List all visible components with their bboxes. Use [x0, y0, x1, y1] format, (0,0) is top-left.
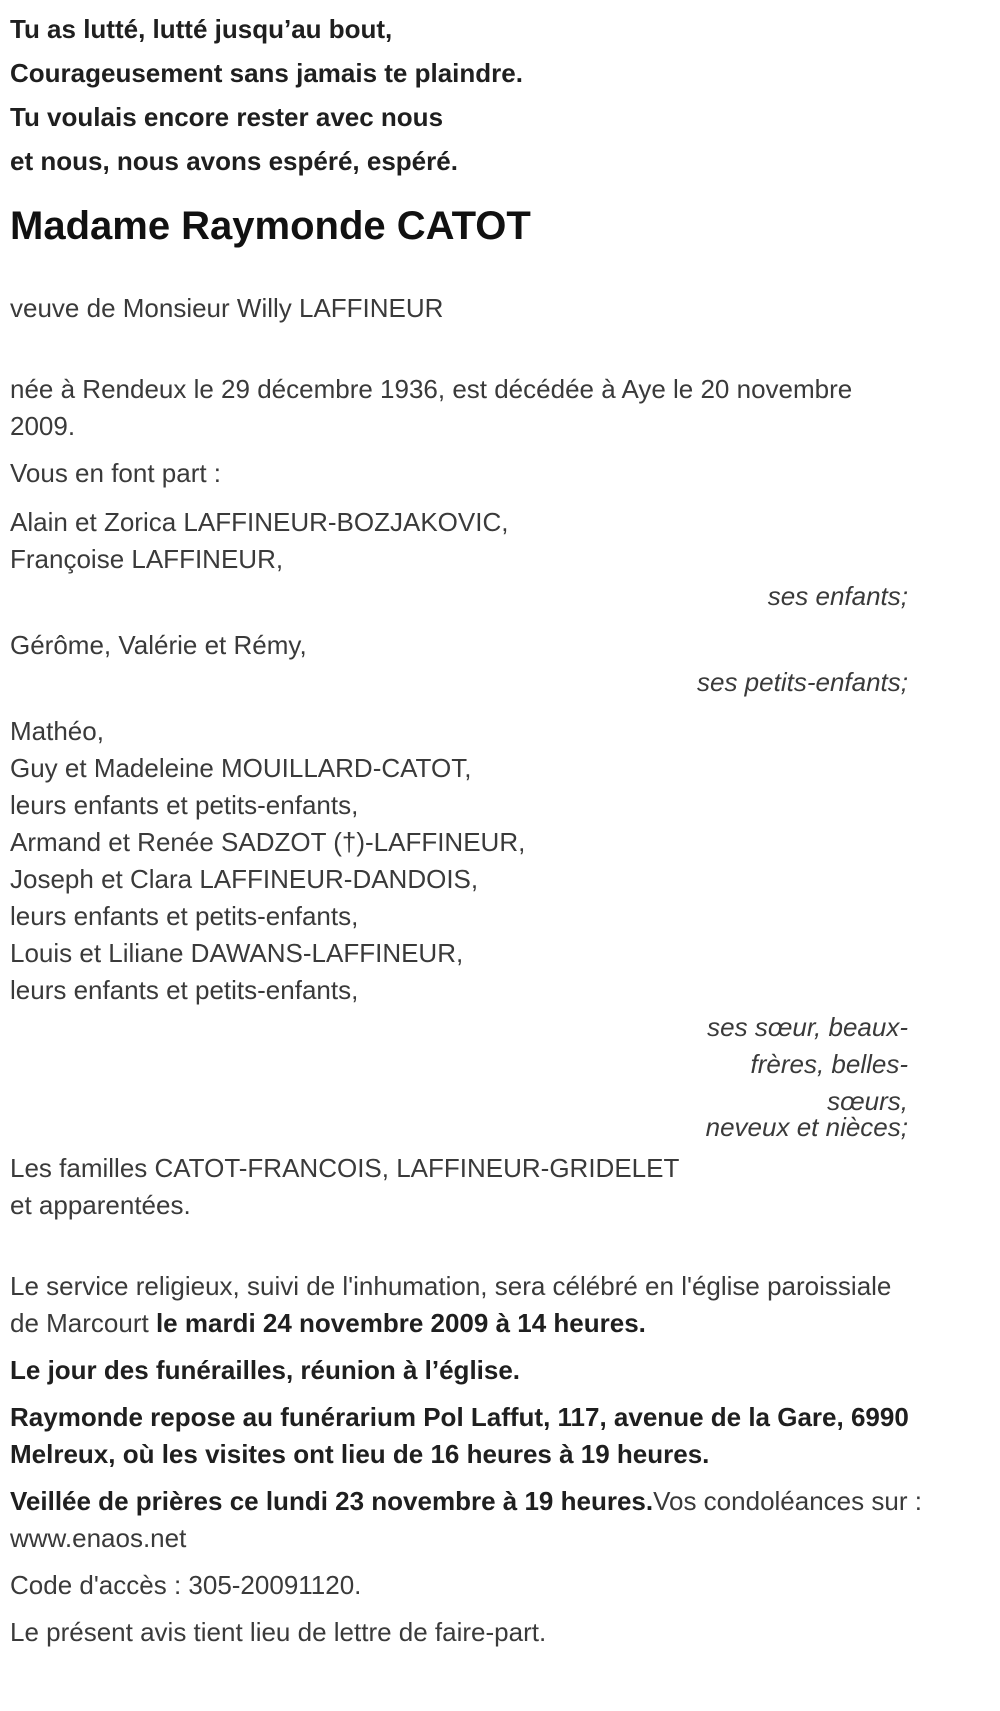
family-group-extended [10, 713, 990, 1142]
family-member-line: Joseph et Clara LAFFINEUR-DANDOIS, [10, 864, 479, 894]
announcement-intro: Vous en font part : [10, 458, 222, 488]
epitaph-line-4: et nous, nous avons espéré, espéré. [10, 146, 458, 176]
ceremony-details [10, 1268, 990, 1651]
deceased-widow-of: veuve de Monsieur Willy LAFFINEUR [10, 293, 444, 323]
service-paragraph [10, 1268, 915, 1342]
family-group-children [10, 504, 990, 615]
epitaph-line-3: Tu voulais encore rester avec nous [10, 102, 444, 132]
service-text: Le service religieux, suivi de l'inhumation, sera célébré en l'église paroissiale de Marcourt [10, 1271, 892, 1338]
family-member-line: Mathéo, [10, 716, 104, 746]
relation-label-grandchildren: ses petits-enfants; [697, 667, 908, 697]
repose-paragraph: Raymonde repose au funérarium Pol Laffut, 117, avenue de la Gare, 6990 Melreux, où les visites ont lieu de 16 heures à 19 heures. [10, 1402, 909, 1469]
access-code: Code d'accès : 305-20091120. [10, 1570, 362, 1600]
family-member-line: leurs enfants et petits-enfants, [10, 901, 359, 931]
footer-note: Le présent avis tient lieu de lettre de faire-part. [10, 1617, 547, 1647]
family-member-line: Françoise LAFFINEUR, [10, 544, 284, 574]
obituary-document [10, 14, 990, 1651]
epitaph-line-2: Courageusement sans jamais te plaindre. [10, 58, 523, 88]
service-datetime: le mardi 24 novembre 2009 à 14 heures. [155, 1308, 646, 1338]
epitaph-line-1: Tu as lutté, lutté jusqu’au bout, [10, 14, 393, 44]
relation-label-siblings: ses sœur, beaux-frères, belles-sœurs, neveux et nièces; [705, 1012, 908, 1142]
veillee-text: Veillée de prières ce lundi 23 novembre à 19 heures. [10, 1486, 654, 1516]
reunion-line: Le jour des funérailles, réunion à l’église. [10, 1355, 521, 1385]
enaos-url[interactable]: www.enaos.net [10, 1523, 187, 1553]
deceased-name: Madame Raymonde CATOT [10, 204, 531, 248]
related-families [10, 1150, 990, 1224]
family-member-line: leurs enfants et petits-enfants, [10, 790, 359, 820]
relation-label-children: ses enfants; [767, 581, 908, 611]
family-member-line: Armand et Renée SADZOT (†)-LAFFINEUR, [10, 827, 526, 857]
family-member-line: Guy et Madeleine MOUILLARD-CATOT, [10, 753, 472, 783]
condolences-text: Vos condoléances sur : [653, 1486, 922, 1516]
family-member-line: Alain et Zorica LAFFINEUR-BOZJAKOVIC, [10, 507, 509, 537]
family-member-line: leurs enfants et petits-enfants, [10, 975, 359, 1005]
related-families-line: et apparentées. [10, 1190, 191, 1220]
family-group-grandchildren [10, 627, 990, 701]
life-dates: née à Rendeux le 29 décembre 1936, est décédée à Aye le 20 novembre 2009. [10, 374, 853, 441]
family-member-line: Gérôme, Valérie et Rémy, [10, 630, 307, 660]
family-member-line: Louis et Liliane DAWANS-LAFFINEUR, [10, 938, 464, 968]
epitaph [10, 14, 990, 176]
related-families-line: Les familles CATOT-FRANCOIS, LAFFINEUR-GRIDELET [10, 1153, 680, 1183]
veillee-paragraph [10, 1483, 940, 1557]
